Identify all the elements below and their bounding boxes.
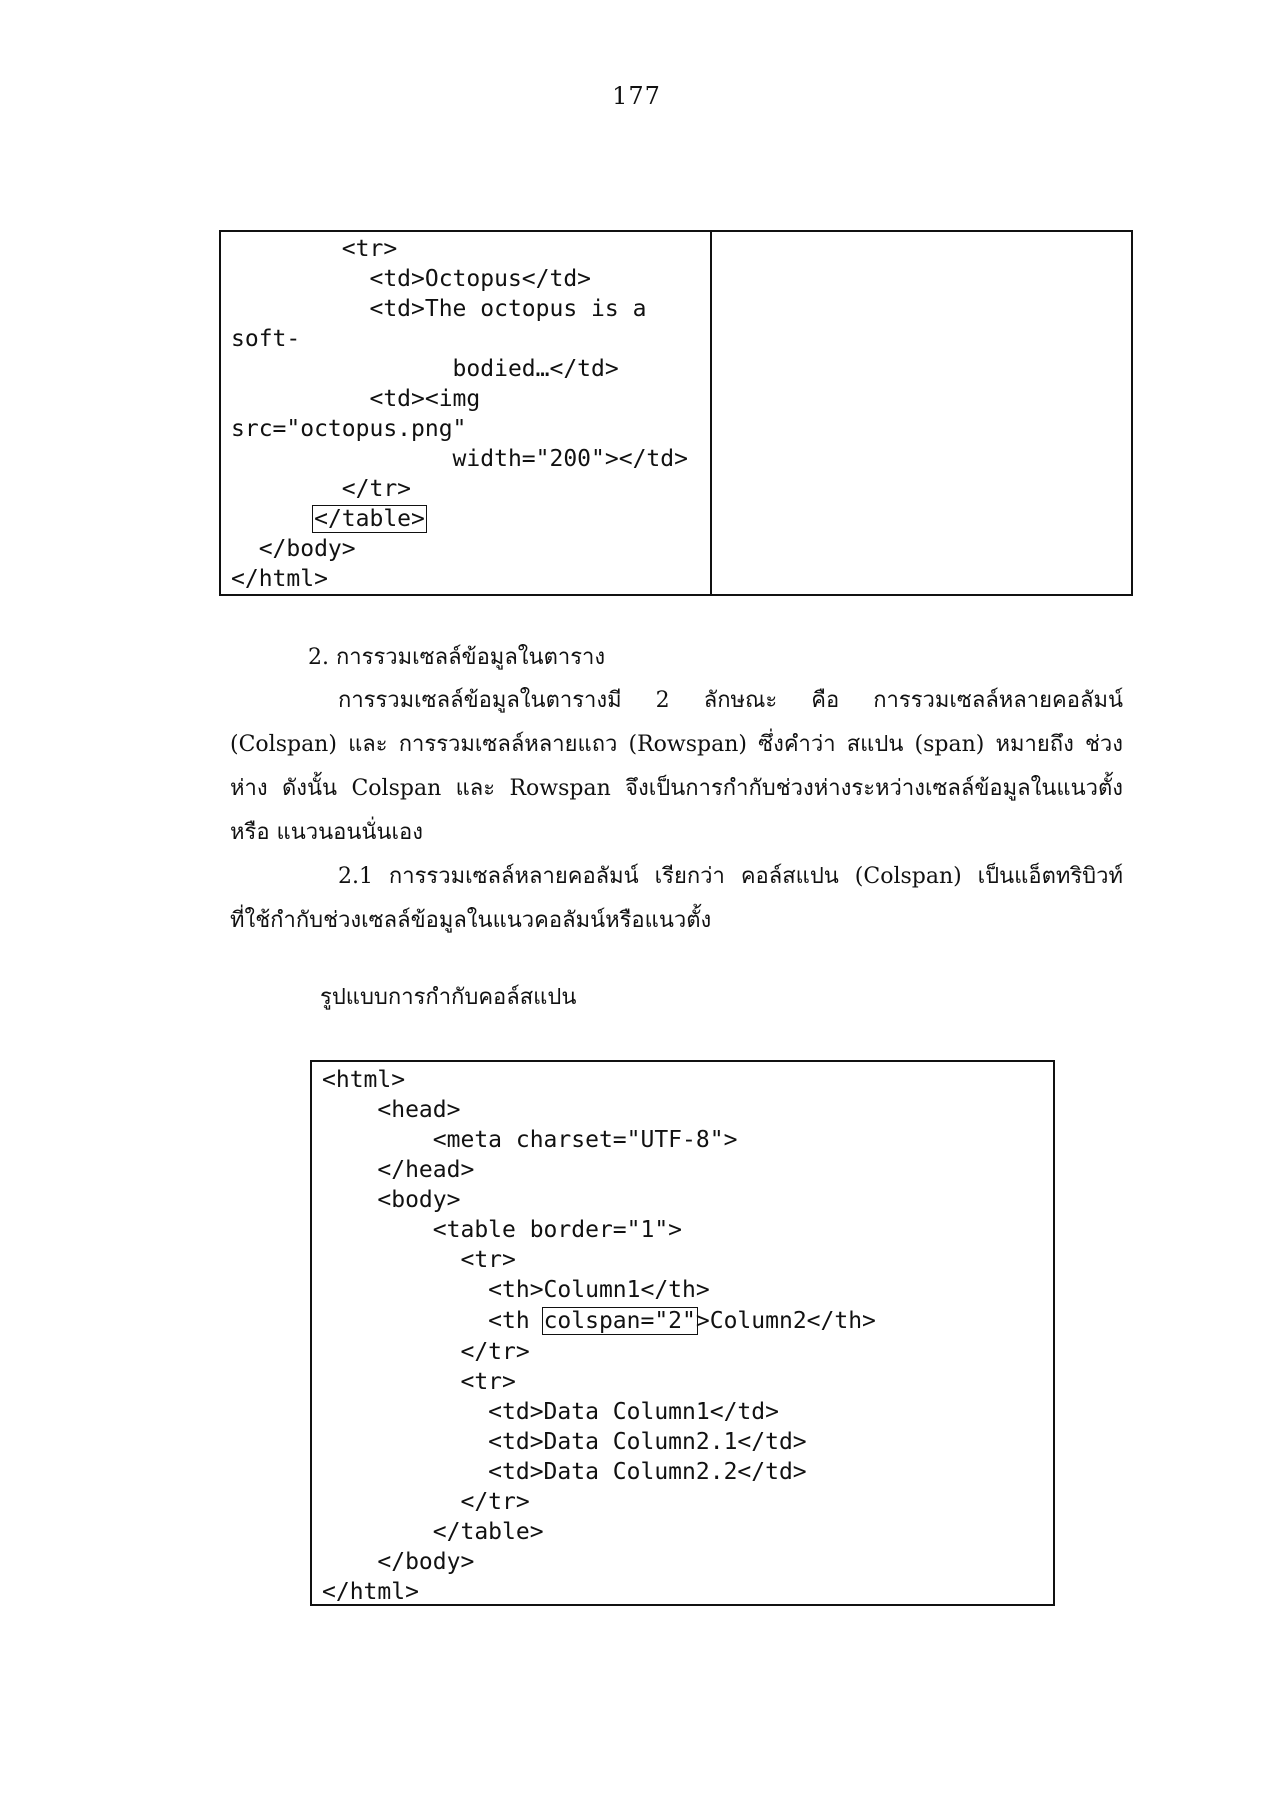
code-line: bodied…</td> xyxy=(231,356,619,382)
code-line: <td>Data Column2.2</td> xyxy=(322,1459,807,1485)
code-line: <tr> xyxy=(322,1247,516,1273)
format-caption: รูปแบบการกำกับคอล์สแปน xyxy=(320,985,577,1010)
code-table-continued xyxy=(219,230,1133,596)
code-line: <meta charset="UTF-8"> xyxy=(322,1127,738,1153)
code-line: </html> xyxy=(322,1579,419,1605)
code-suffix: >Column2</th> xyxy=(695,1308,876,1334)
code-line: <td>Data Column1</td> xyxy=(322,1399,779,1425)
paragraph-line: หรือ แนวนอนนั่นเอง xyxy=(230,820,423,845)
code-line: </tr> xyxy=(322,1489,530,1515)
output-cell xyxy=(712,232,1131,594)
paragraph-line: ที่ใช้กำกับช่วงเซลล์ข้อมูลในแนวคอลัมน์หรือแนวตั้ง xyxy=(230,908,712,933)
code-line: </head> xyxy=(322,1157,475,1183)
section-heading: 2. การรวมเซลล์ข้อมูลในตาราง xyxy=(308,645,606,670)
code-indent xyxy=(231,506,314,532)
code-line: <html> xyxy=(322,1067,406,1093)
code-line: <td>The octopus is a xyxy=(231,296,647,322)
code-line: soft- xyxy=(231,326,301,352)
code-line: <tr> xyxy=(231,236,398,262)
page-number: 177 xyxy=(612,82,661,110)
code-line: </html> xyxy=(231,566,328,592)
code-line-highlighted xyxy=(322,1306,876,1336)
code-line: </body> xyxy=(322,1549,475,1575)
code-line: </table> xyxy=(322,1519,544,1545)
paragraph-line: ห่าง ดังนั้น Colspan และ Rowspan จึงเป็นการกำกับช่วงห่างระหว่างเซลล์ข้อมูลในแนวตั้ง xyxy=(230,776,1123,801)
code-line: <body> xyxy=(322,1187,461,1213)
colspan-code-example xyxy=(310,1060,1055,1606)
code-line-highlighted xyxy=(231,504,425,534)
code-line: <td><img xyxy=(231,386,481,412)
code-prefix: <th xyxy=(322,1308,544,1334)
code-line: </tr> xyxy=(231,476,412,502)
code-line: </body> xyxy=(231,536,356,562)
paragraph-line: 2.1 การรวมเซลล์หลายคอลัมน์ เรียกว่า คอล์สแปน (Colspan) เป็นแอ็ตทริบิวท์ xyxy=(338,864,1123,889)
code-line: src="octopus.png" xyxy=(231,416,467,442)
code-line: <tr> xyxy=(322,1369,516,1395)
code-line: <th>Column1</th> xyxy=(322,1277,710,1303)
code-line: </tr> xyxy=(322,1339,530,1365)
code-line: <td>Data Column2.1</td> xyxy=(322,1429,807,1455)
paragraph-line: การรวมเซลล์ข้อมูลในตารางมี 2 ลักษณะ คือ การรวมเซลล์หลายคอลัมน์ xyxy=(338,688,1123,713)
code-cell xyxy=(221,232,712,594)
colspan-attribute-highlight: colspan="2" xyxy=(543,1308,696,1334)
code-line: <head> xyxy=(322,1097,461,1123)
table-close-tag-highlight: </table> xyxy=(314,506,425,532)
code-line: width="200"></td> xyxy=(231,446,688,472)
code-line: <td>Octopus</td> xyxy=(231,266,592,292)
paragraph-line: (Colspan) และ การรวมเซลล์หลายแถว (Rowspan) ซึ่งคำว่า สแปน (span) หมายถึง ช่วง xyxy=(230,732,1123,757)
code-line: <table border="1"> xyxy=(322,1217,683,1243)
